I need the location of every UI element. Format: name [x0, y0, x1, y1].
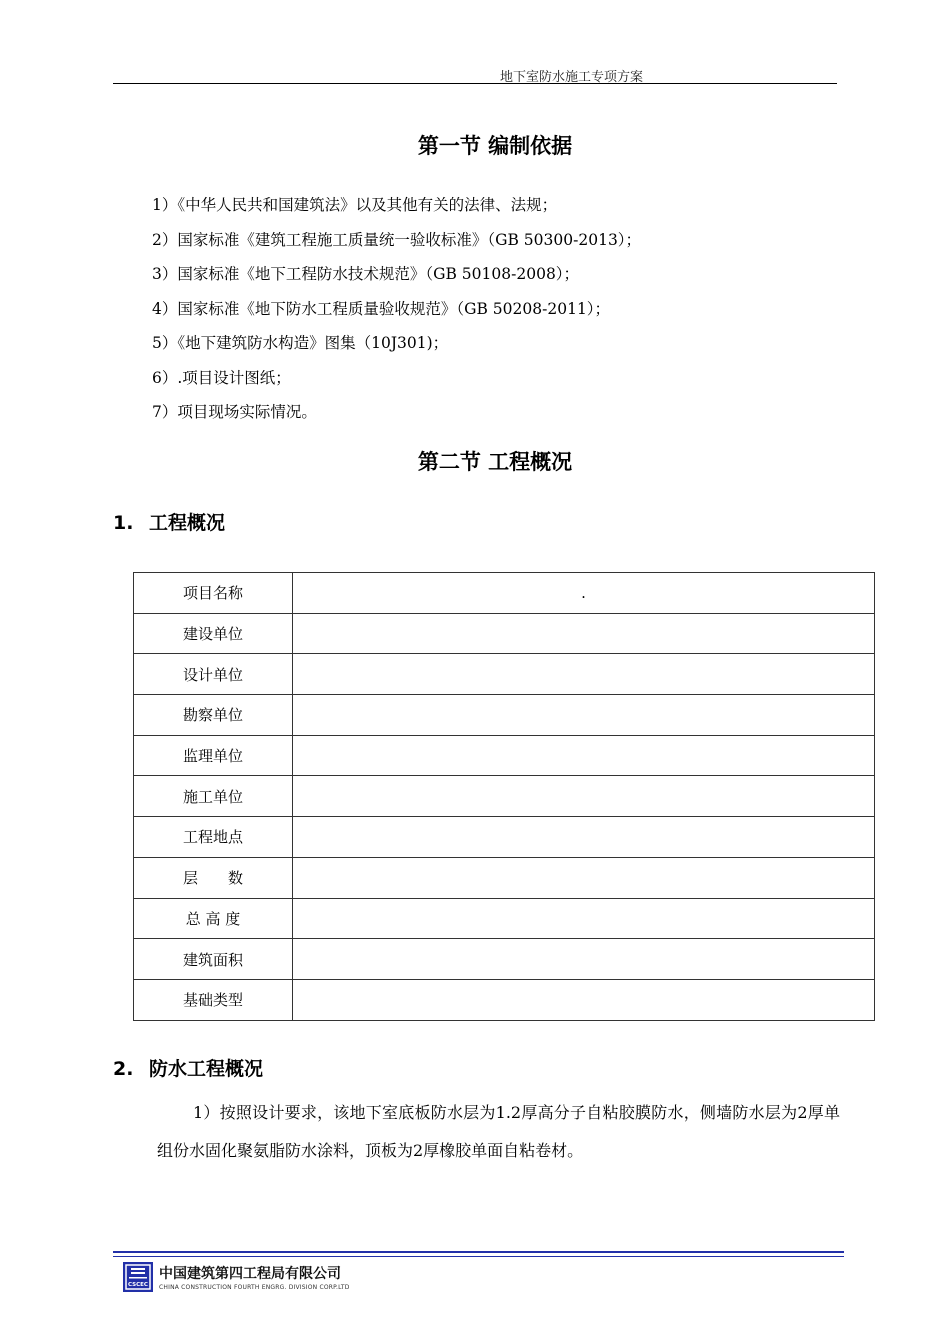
- row-value: [293, 979, 875, 1020]
- footer-rule: [113, 1251, 844, 1253]
- project-overview-table: [133, 572, 875, 1021]
- row-value: [293, 817, 875, 858]
- subheading-text: 防水工程概况: [149, 1058, 264, 1080]
- footer-rule: [113, 1256, 844, 1257]
- basis-item: 3）国家标准《地下工程防水技术规范》（GB 50108-2008）；: [152, 265, 580, 283]
- table-row: [134, 654, 875, 695]
- section1-title: 第一节 编制依据: [417, 134, 573, 158]
- row-label: 工程地点: [134, 817, 293, 858]
- subheading-number: 2.: [113, 1058, 134, 1080]
- row-label: 监理单位: [134, 735, 293, 776]
- subheading-text: 工程概况: [149, 512, 226, 534]
- row-label: 施工单位: [134, 776, 293, 817]
- row-value: .: [293, 573, 875, 614]
- subheading-number: 1.: [113, 512, 134, 534]
- basis-list: [152, 192, 641, 434]
- row-label: 勘察单位: [134, 695, 293, 736]
- row-value: [293, 898, 875, 939]
- row-value: [293, 613, 875, 654]
- table-row: [134, 735, 875, 776]
- table-row: [134, 573, 875, 614]
- table-row: [134, 613, 875, 654]
- basis-item: 2）国家标准《建筑工程施工质量统一验收标准》（GB 50300-2013）；: [152, 230, 642, 249]
- logo-text: CSCEC: [128, 1282, 148, 1288]
- table-row: [134, 979, 875, 1020]
- row-value: [293, 857, 875, 898]
- subheading-project-overview: [113, 508, 225, 535]
- row-label: 项目名称: [134, 573, 293, 614]
- row-label: 基础类型: [134, 979, 293, 1020]
- row-label: 设计单位: [134, 654, 293, 695]
- table-row: [134, 695, 875, 736]
- row-value: [293, 939, 875, 980]
- basis-item: 4）国家标准《地下防水工程质量验收规范》（GB 50208-2011）；: [152, 299, 611, 318]
- basis-item: 5）《地下建筑防水构造》图集（10J301)；: [152, 334, 449, 352]
- row-label: 建设单位: [134, 613, 293, 654]
- table-row: [134, 939, 875, 980]
- row-label: 总 高 度: [134, 898, 293, 939]
- row-value: [293, 776, 875, 817]
- row-value: [293, 654, 875, 695]
- table-row: [134, 898, 875, 939]
- header-title: 地下室防水施工专项方案: [500, 70, 644, 85]
- waterproofing-description: 1）按照设计要求，该地下室底板防水层为1.2厚高分子自粘胶膜防水，侧墙防水层为2厚单组份水固化聚氨脂防水涂料，顶板为2厚橡胶单面自粘卷材。: [157, 1103, 840, 1160]
- row-value: [293, 735, 875, 776]
- section2-title: 第二节 工程概况: [417, 450, 573, 474]
- row-label: 建筑面积: [134, 939, 293, 980]
- table-row: [134, 776, 875, 817]
- basis-item: 1）《中华人民共和国建筑法》以及其他有关的法律、法规；: [152, 196, 558, 214]
- row-label: 层 数: [134, 857, 293, 898]
- header-rule: [113, 83, 837, 84]
- table-row: [134, 857, 875, 898]
- basis-item: 7）项目现场实际情况。: [152, 403, 317, 421]
- cscec-logo-icon: [123, 1262, 153, 1292]
- footer-company-name: 中国建筑第四工程局有限公司: [159, 1266, 341, 1282]
- subheading-waterproofing-overview: [113, 1054, 263, 1081]
- row-value: [293, 695, 875, 736]
- table-row: [134, 817, 875, 858]
- basis-item: 6）.项目设计图纸；: [152, 368, 291, 387]
- footer-company-name-en: CHINA CONSTRUCTION FOURTH ENGRG. DIVISION CORP.LTD: [159, 1284, 350, 1291]
